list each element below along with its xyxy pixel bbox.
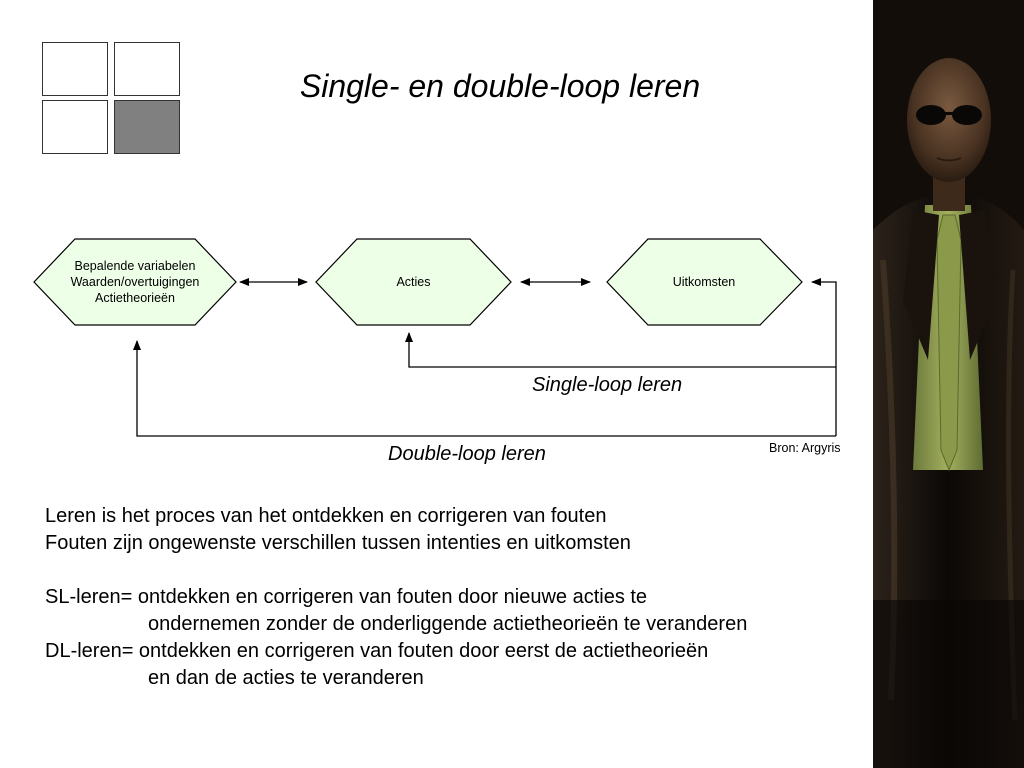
feedback-arrow-outcomes	[812, 282, 836, 436]
node-actions-label	[330, 254, 497, 310]
body-text	[45, 503, 865, 692]
node-outcomes-line-1: Uitkomsten	[672, 275, 736, 289]
body-line-sl-1: SL-leren= ontdekken en corrigeren van fouten door nieuwe acties te	[45, 586, 648, 608]
single-loop-arrow	[409, 333, 836, 367]
body-spacer	[45, 557, 865, 584]
body-line-dl-2: en dan de acties te veranderen	[148, 667, 424, 689]
photo-illustration	[873, 0, 1024, 768]
body-line-definition: Leren is het proces van het ontdekken en corrigeren van fouten	[45, 505, 607, 527]
slide-title: Single- en double-loop leren	[299, 68, 701, 104]
node-variables-line-3: Actietheorieën	[95, 291, 175, 305]
body-line-sl-2: ondernemen zonder de onderliggende actietheorieën te veranderen	[148, 613, 748, 635]
node-variables-line-2: Waarden/overtuigingen	[70, 275, 200, 289]
single-loop-label: Single-loop leren	[532, 374, 683, 396]
double-loop-arrow	[137, 341, 836, 436]
node-variables-line-1: Bepalende variabelen	[74, 259, 196, 273]
man-in-sunglasses-photo	[873, 0, 1024, 768]
double-loop-label: Double-loop leren	[388, 443, 546, 465]
node-variables-label	[44, 254, 226, 310]
node-actions-line-1: Acties	[396, 275, 431, 289]
body-line-errors: Fouten zijn ongewenste verschillen tussen intenties en uitkomsten	[45, 532, 631, 554]
node-outcomes-label	[620, 254, 788, 310]
source-citation: Bron: Argyris	[769, 441, 841, 455]
body-line-dl-1: DL-leren= ontdekken en corrigeren van fouten door eerst de actietheorieën	[45, 640, 709, 662]
